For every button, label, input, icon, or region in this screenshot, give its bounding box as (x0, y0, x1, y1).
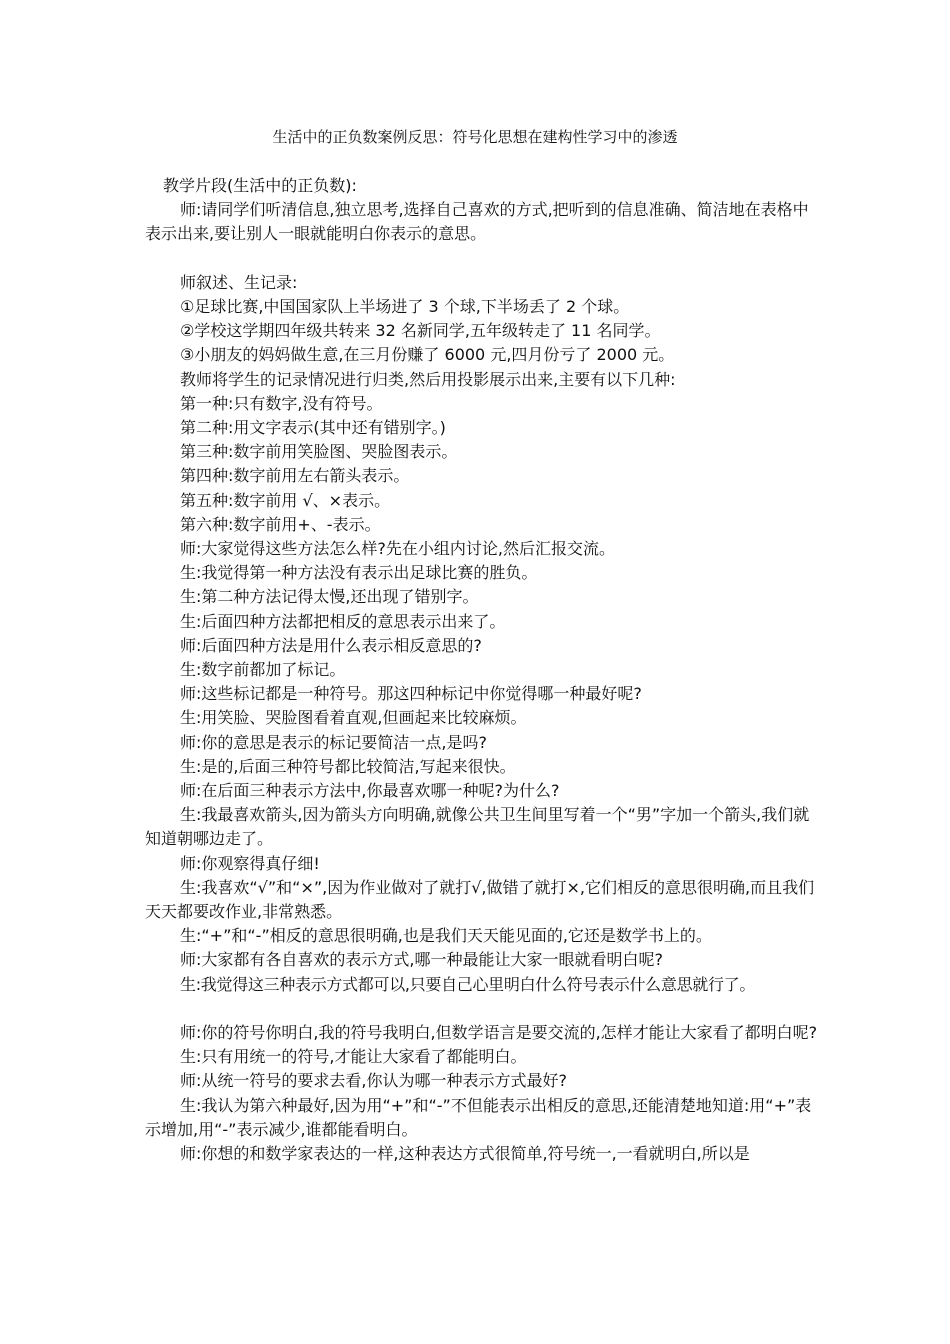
paragraph: 师:你观察得真仔细! (180, 853, 320, 873)
paragraph-section-heading: 教学片段(生活中的正负数): (163, 176, 357, 195)
paragraph: 师:后面四种方法是用什么表示相反意思的? (180, 635, 482, 655)
paragraph: 生:只有用统一的符号,才能让大家看了都能明白。 (180, 1047, 527, 1067)
paragraph: 师:在后面三种表示方法中,你最喜欢哪一种呢?为什么? (180, 781, 560, 801)
paragraph: 第二种:用文字表示(其中还有错别字。) (180, 418, 446, 438)
paragraph: 师:你的符号你明白,我的符号我明白,但数学语言是要交流的,怎样才能让大家看了都明白呢? (180, 1023, 818, 1043)
paragraph: 师:大家觉得这些方法怎么样?先在小组内讨论,然后汇报交流。 (180, 539, 615, 559)
paragraph: 第六种:数字前用+、-表示。 (180, 514, 381, 534)
paragraph: 生:我最喜欢箭头,因为箭头方向明确,就像公共卫生间里写着一个“男”字加一个箭头,我们就知道朝哪边走了。 (145, 805, 810, 849)
paragraph: 师:这些标记都是一种符号。那这四种标记中你觉得哪一种最好呢? (180, 684, 642, 704)
paragraph: 教师将学生的记录情况进行归类,然后用投影展示出来,主要有以下几种: (180, 369, 676, 389)
paragraph: 生:用笑脸、哭脸图看着直观,但画起来比较麻烦。 (180, 708, 527, 728)
paragraph: 生:第二种方法记得太慢,还出现了错别字。 (180, 587, 479, 607)
paragraph: 生:“+”和“-”相反的意思很明确,也是我们天天能见面的,它还是数学书上的。 (180, 926, 712, 946)
paragraph: 师叙述、生记录: (180, 272, 298, 292)
document-body (145, 174, 820, 1166)
paragraph: 第五种:数字前用 √、×表示。 (180, 490, 391, 510)
paragraph: ③小朋友的妈妈做生意,在三月份赚了 6000 元,四月份亏了 2000 元。 (180, 345, 675, 365)
paragraph: 第一种:只有数字,没有符号。 (180, 393, 383, 413)
blank-line (145, 247, 820, 271)
paragraph: 师:请同学们听清信息,独立思考,选择自己喜欢的方式,把听到的信息准确、简洁地在表格中表示出来,要让别人一眼就能明白你表示的意思。 (145, 200, 809, 244)
blank-line (145, 997, 820, 1021)
paragraph: 生:数字前都加了标记。 (180, 660, 346, 680)
paragraph: 师:你的意思是表示的标记要简洁一点,是吗? (180, 732, 487, 752)
paragraph: 第四种:数字前用左右箭头表示。 (180, 466, 410, 486)
paragraph: ②学校这学期四年级共转来 32 名新同学,五年级转走了 11 名同学。 (180, 321, 661, 341)
paragraph: 生:我认为第六种最好,因为用“+”和“-”不但能表示出相反的意思,还能清楚地知道:用“+”表示增加,用“-”表示减少,谁都能看明白。 (145, 1095, 812, 1139)
paragraph: 生:是的,后面三种符号都比较简洁,写起来很快。 (180, 756, 516, 776)
paragraph: 师:从统一符号的要求去看,你认为哪一种表示方式最好? (180, 1071, 567, 1091)
paragraph: 生:我觉得这三种表示方式都可以,只要自己心里明白什么符号表示什么意思就行了。 (180, 974, 756, 994)
paragraph: 生:后面四种方法都把相反的意思表示出来了。 (180, 611, 506, 631)
paragraph: 师:大家都有各自喜欢的表示方式,哪一种最能让大家一眼就看明白呢? (180, 950, 663, 970)
paragraph: ①足球比赛,中国国家队上半场进了 3 个球,下半场丢了 2 个球。 (180, 297, 630, 316)
paragraph: 师:你想的和数学家表达的一样,这种表达方式很简单,符号统一,一看就明白,所以是 (180, 1144, 750, 1164)
paragraph: 生:我觉得第一种方法没有表示出足球比赛的胜负。 (180, 563, 538, 583)
document-title: 生活中的正负数案例反思：符号化思想在建构性学习中的渗透 (272, 128, 678, 146)
paragraph: 第三种:数字前用笑脸图、哭脸图表示。 (180, 442, 458, 462)
paragraph: 生:我喜欢“√”和“×”,因为作业做对了就打√,做错了就打×,它们相反的意思很明确,而且我们天天都要改作业,非常熟悉。 (145, 877, 815, 922)
